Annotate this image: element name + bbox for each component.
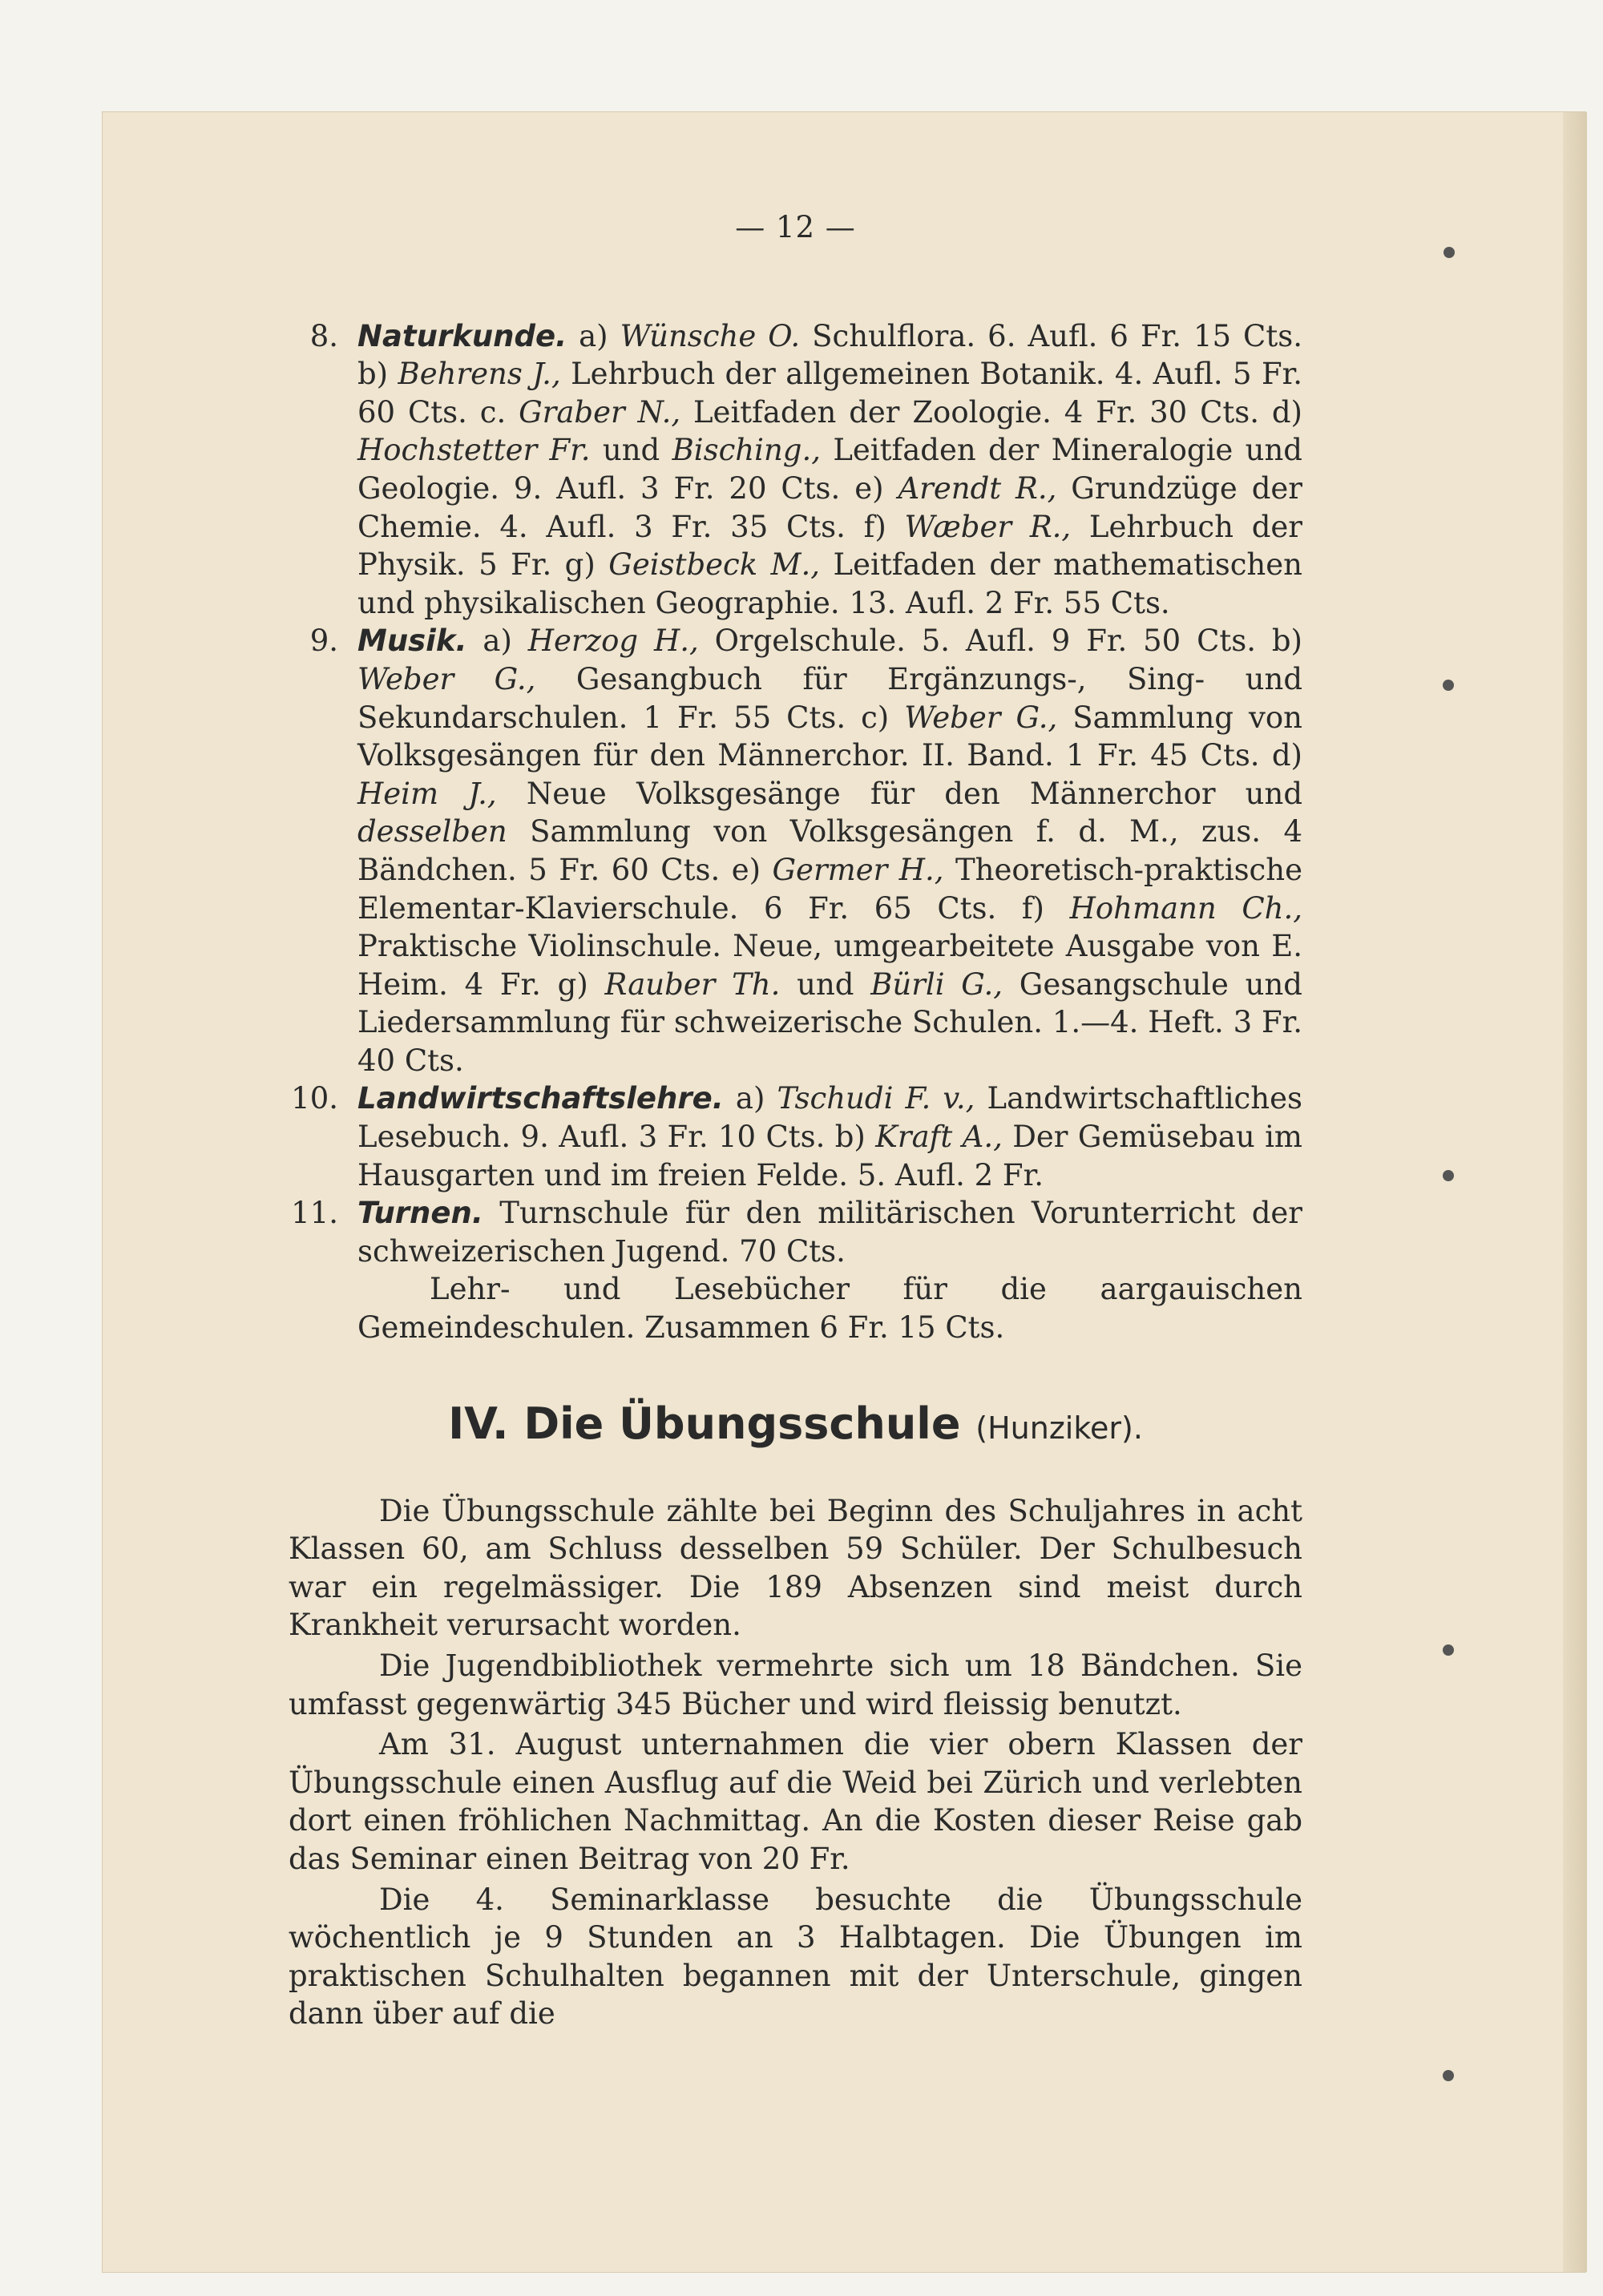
author-name: Bisching., <box>672 433 822 468</box>
entry-text: Grundzüge der Chemie. 4. Aufl. 3 Fr. 35 Cts. f) <box>357 470 1302 544</box>
ink-blot <box>1443 1644 1454 1656</box>
entry-text: Gesangschule und Liedersammlung für schweizerische Schulen. 1.—4. Heft. 3 Fr. 40 Cts. <box>357 966 1302 1078</box>
author-name: Bürli G., <box>870 966 1003 1002</box>
author-name: Heim J., <box>357 776 497 811</box>
author-name: Rauber Th. <box>604 966 781 1002</box>
section-title: IV. Die Übungsschule <box>448 1398 961 1449</box>
ink-blot <box>1443 680 1454 691</box>
entry-text: und <box>780 966 871 1002</box>
list-item <box>289 1194 1302 1270</box>
subject-heading: Landwirtschaftslehre. <box>357 1081 724 1116</box>
textbook-list <box>289 317 1302 1271</box>
section-title-note: (Hunziker). <box>975 1410 1143 1446</box>
paragraph: Am 31. August unternahmen die vier obern Klassen der Übungsschule einen Ausflug auf die Weid bei Zürich und verlebten dort einen fröhlichen Nachmittag. An die Kosten dieser Reise gab das Seminar einen Beitrag von 20 Fr. <box>289 1727 1302 1876</box>
author-name: Arendt R., <box>898 470 1057 506</box>
body-paragraphs <box>289 1492 1302 2033</box>
author-name: Germer H., <box>772 852 944 887</box>
author-name: Geistbeck M., <box>608 547 821 583</box>
author-name: Tschudi F. v., <box>777 1081 975 1116</box>
entry-text: Theoretisch-praktische Elementar-Klavierschule. 6 Fr. 65 Cts. f) <box>357 852 1303 926</box>
entry-text: und <box>590 433 672 468</box>
list-continuation: Lehr- und Lesebücher für die aargauischen Gemeindeschulen. Zusammen 6 Fr. 15 Cts. <box>357 1272 1302 1346</box>
entry-text: Praktische Violinschule. Neue, umgearbeitete Ausgabe von E. Heim. 4 Fr. g) <box>357 929 1302 1002</box>
author-name: Behrens J., <box>398 357 561 392</box>
ink-blot <box>1443 2070 1454 2081</box>
paragraph: Die Übungsschule zählte bei Beginn des Schuljahres in acht Klassen 60, am Schluss desselben 59 Schüler. Der Schulbesuch war ein regelmässiger. Die 189 Absenzen sind meist durch Krankheit verursacht worden. <box>289 1493 1302 1643</box>
subject-heading: Musik. <box>357 623 467 659</box>
entry-text: Gesangbuch für Ergänzungs-, Sing- und Sekundarschulen. 1 Fr. 55 Cts. c) <box>357 661 1303 735</box>
author-name: Hohmann Ch., <box>1069 890 1302 926</box>
section-heading <box>289 1400 1302 1452</box>
page-content <box>289 208 1302 2036</box>
ink-blot <box>1443 1170 1454 1181</box>
list-item-number: 11. <box>291 1196 338 1231</box>
entry-text: a) <box>567 318 620 353</box>
author-name: Herzog H., <box>527 623 699 659</box>
entry-text: Leitfaden der mathematischen und physikalischen Geographie. 13. Aufl. 2 Fr. 55 Cts. <box>357 547 1302 620</box>
list-item-number: 10. <box>291 1081 338 1116</box>
entry-text: a) <box>723 1081 777 1116</box>
page-number: — 12 — <box>735 210 856 244</box>
entry-text: Lehrbuch der Physik. 5 Fr. g) <box>357 509 1302 583</box>
author-name: Weber G., <box>357 661 536 696</box>
list-item <box>289 1079 1302 1194</box>
entry-text: Leitfaden der Mineralogie und Geologie. 9. Aufl. 3 Fr. 20 Cts. e) <box>357 433 1302 506</box>
paragraph: Die 4. Seminarklasse besuchte die Übungsschule wöchentlich je 9 Stunden an 3 Halbtagen. Die Übungen im praktischen Schulhalten begannen mit der Unterschule, gingen dann über auf die <box>289 1882 1302 2032</box>
entry-text: Landwirtschaftliches Lesebuch. 9. Aufl. 3 Fr. 10 Cts. b) <box>357 1081 1302 1155</box>
list-item-number: 8. <box>309 318 338 353</box>
subject-heading: Turnen. <box>357 1196 483 1231</box>
entry-text: Turnschule für den militärischen Vorunterricht der schweizerischen Jugend. 70 Cts. <box>357 1196 1302 1269</box>
list-item <box>289 317 1302 623</box>
list-item <box>289 622 1302 1079</box>
ink-blot <box>1444 247 1455 258</box>
entry-text: Sammlung von Volksgesängen f. d. M., zus. 4 Bändchen. 5 Fr. 60 Cts. e) <box>357 814 1302 887</box>
subject-heading: Naturkunde. <box>357 318 567 353</box>
entry-text: Der Gemüsebau im Hausgarten und im freien Felde. 5. Aufl. 2 Fr. <box>357 1120 1302 1192</box>
author-name: desselben <box>357 814 507 849</box>
entry-text: Orgelschule. 5. Aufl. 9 Fr. 50 Cts. b) <box>698 623 1302 659</box>
entry-text: Lehrbuch der allgemeinen Botanik. 4. Aufl. 5 Fr. 60 Cts. c. <box>357 357 1302 430</box>
author-name: Weber G., <box>904 700 1058 735</box>
entry-text: Sammlung von Volksgesängen für den Männerchor. II. Band. 1 Fr. 45 Cts. d) <box>357 700 1302 773</box>
author-name: Hochstetter Fr. <box>357 433 591 468</box>
author-name: Wæber R., <box>904 509 1072 544</box>
entry-text: Neue Volksgesänge für den Männerchor und <box>496 776 1302 811</box>
author-name: Kraft A., <box>875 1120 1003 1155</box>
author-name: Graber N., <box>519 394 681 430</box>
entry-text: Leitfaden der Zoologie. 4 Fr. 30 Cts. d) <box>680 394 1302 430</box>
list-item-number: 9. <box>309 623 338 659</box>
entry-text: a) <box>466 623 528 659</box>
entry-text: Schulflora. 6. Aufl. 6 Fr. 15 Cts. b) <box>357 318 1302 392</box>
page-edge <box>1563 112 1587 2272</box>
paragraph: Die Jugendbibliothek vermehrte sich um 18 Bändchen. Sie umfasst gegenwärtig 345 Bücher und wird fleissig benutzt. <box>289 1648 1302 1721</box>
author-name: Wünsche O. <box>620 318 801 353</box>
